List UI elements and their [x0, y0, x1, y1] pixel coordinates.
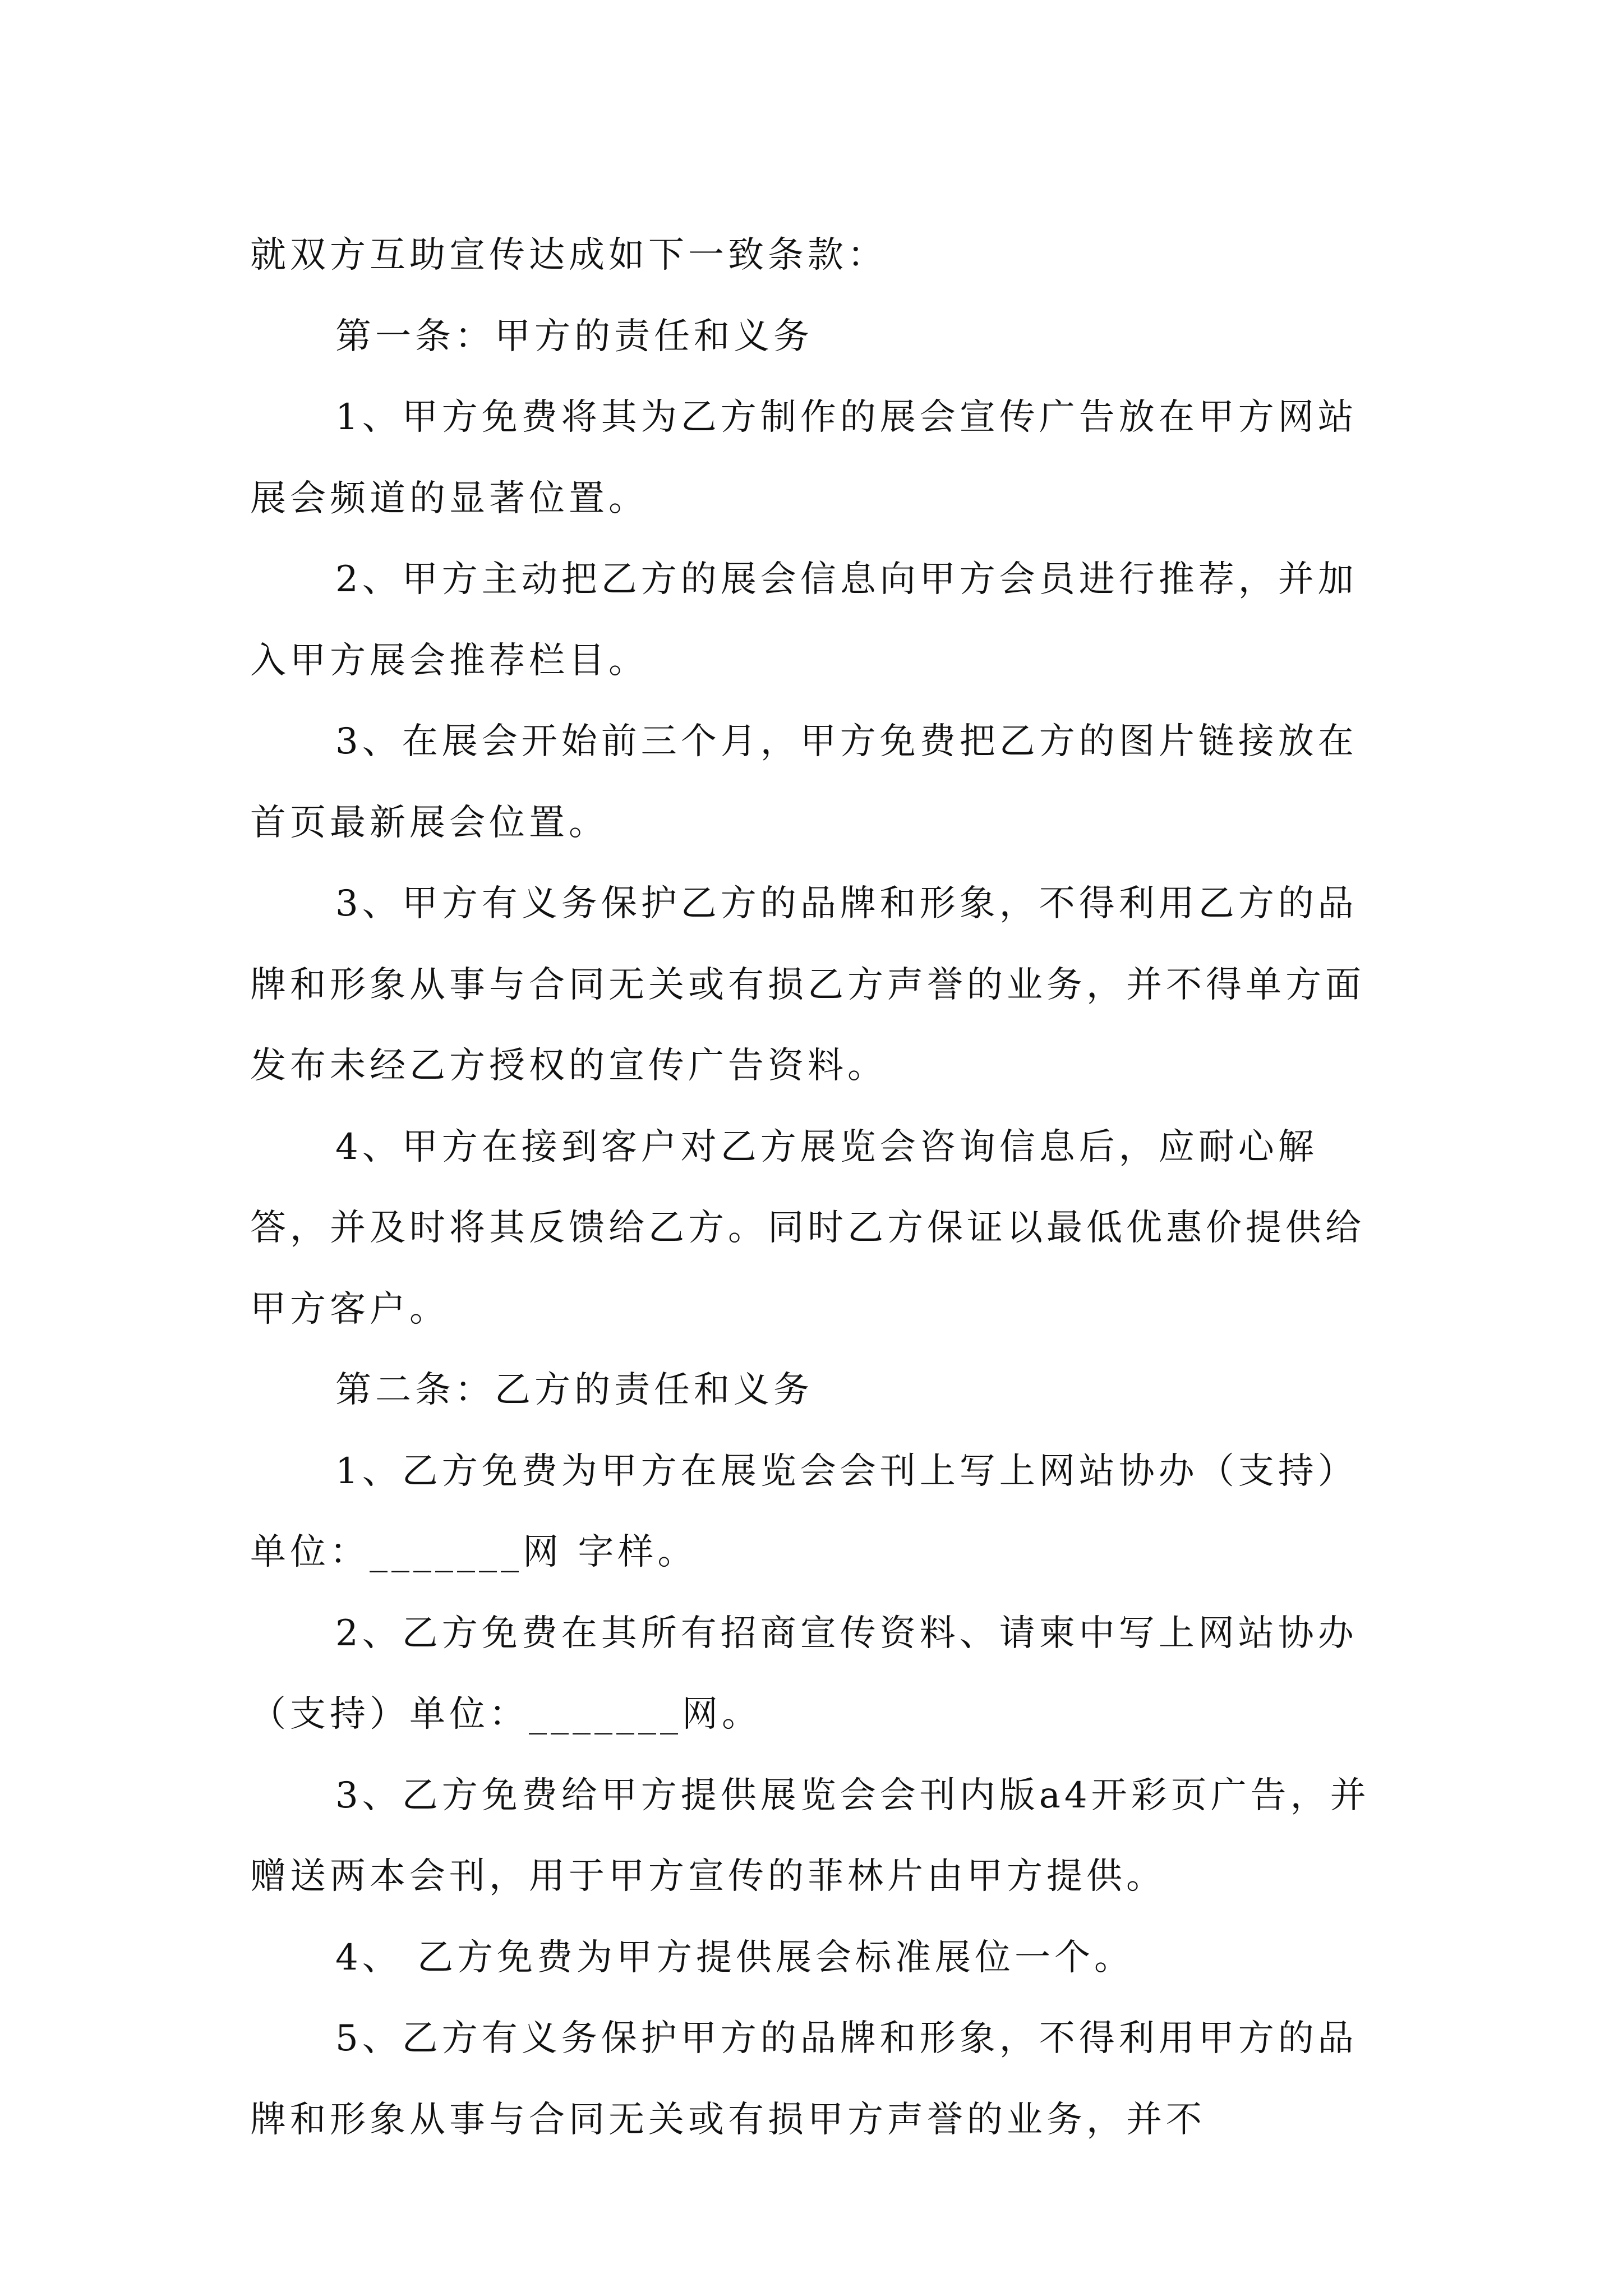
- article-one-clause-3b: 3、甲方有义务保护乙方的品牌和形象，不得利用乙方的品牌和形象从事与合同无关或有损乙方声誉的业务，并不得单方面发布未经乙方授权的宣传广告资料。: [250, 883, 1365, 1087]
- article-two-clause-3: 3、乙方免费给甲方提供展览会会刊内版a4开彩页广告，并赠送两本会刊，用于甲方宣传的菲林片由甲方提供。: [250, 1774, 1370, 1897]
- article-two-clause-2: 2、乙方免费在其所有招商宣传资料、请柬中写上网站协办（支持）单位：_______网。: [250, 1612, 1358, 1735]
- article-one-heading: 第一条：甲方的责任和义务: [335, 315, 813, 357]
- document-body: [250, 215, 1391, 2160]
- article-two-clause-4: 4、 乙方免费为甲方提供展会标准展位一个。: [335, 1936, 1135, 1978]
- intro-line: 就双方互助宣传达成如下一致条款：: [250, 234, 887, 276]
- article-one-clause-3a: 3、在展会开始前三个月，甲方免费把乙方的图片链接放在首页最新展会位置。: [250, 721, 1358, 844]
- article-one-clause-1: 1、甲方免费将其为乙方制作的展会宣传广告放在甲方网站展会频道的显著位置。: [250, 397, 1358, 519]
- article-one-clause-2: 2、甲方主动把乙方的展会信息向甲方会员进行推荐，并加入甲方展会推荐栏目。: [250, 559, 1358, 682]
- article-two-clause-5: 5、乙方有义务保护甲方的品牌和形象，不得利用甲方的品牌和形象从事与合同无关或有损甲方声誉的业务，并不: [250, 2018, 1358, 2141]
- article-two-heading: 第二条：乙方的责任和义务: [335, 1369, 813, 1411]
- article-one-clause-4: 4、甲方在接到客户对乙方展览会咨询信息后，应耐心解答，并及时将其反馈给乙方。同时乙方保证以最低优惠价提供给甲方客户。: [250, 1126, 1365, 1330]
- article-two-clause-1: 1、乙方免费为甲方在展览会会刊上写上网站协办（支持）单位：_______网 字样。: [250, 1450, 1358, 1573]
